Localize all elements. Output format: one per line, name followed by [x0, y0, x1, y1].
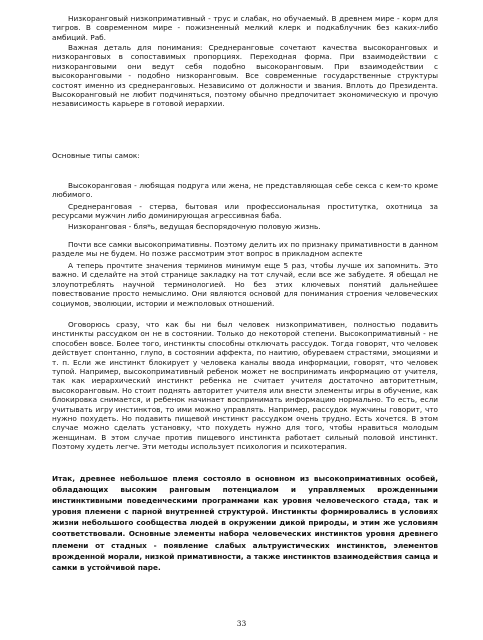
- paragraph-memorize-terms: [52, 261, 438, 308]
- paragraph-text: Почти все самки высокопримативны. Поэтому делить их по признаку примативности в данном разделе мы не будем. Но позже рассмотрим этот вопрос в прикладном аспекте: [52, 240, 438, 259]
- heading-text: Основные типы самок:: [52, 151, 140, 160]
- paragraph-text: А теперь прочтите значения терминов минимум еще 5 раз, чтобы лучше их запомнить. Это важно. И сделайте на этой странице закладку на тот случай, если все же забудете. Я обещал не злоупотреблять научной терминологией. Но без этих ключевых понятий дальнейшее повествование просто немыслимо. Они являются основой для понимания строения человеческих социумов, эволюции, истории и межполовых отношений.: [52, 261, 438, 308]
- paragraph-text: Высокоранговая - любящая подруга или жена, не представляющая себе секса с кем-то кроме любимого.: [52, 181, 438, 200]
- paragraph-text: Низкоранговая - бля*ь, ведущая беспорядочную половую жизнь.: [68, 222, 321, 231]
- page-number: 33: [236, 619, 247, 628]
- paragraph-text: Среднеранговая - стерва, бытовая или профессиональная проститутка, охотница за ресурсами мужчин либо доминирующая агрессивная баба.: [52, 202, 438, 221]
- paragraph-text: Оговорюсь сразу, что как бы ни был человек низкопримативен, полностью подавить инстинкты рассудком он не в состоянии. Только до некоторой степени. Высокопримативный - не способен вовсе. Более того, инстинкты способны отключать рассудок. Тогда говорят, что человек действует спонтанно, глупо, в состоянии аффекта, по наитию, обуреваем страстями, эмоциями и т. п. Если же инстинкт блокирует у человека каналы ввода информации, говорят, что человек тупой. Например, высокопримативный ребенок может не воспринимать информацию от учителя, так как иерархический инстинкт ребенка не считает учителя достаточно авторитетным, высокоранговым. Но стоит поднять авторитет учителя или внести элементы игры в обучение, как блокировка снимается, и ребенок начинает воспринимать информацию нормально. То есть, если учитывать игру инстинктов, то ими можно управлять. Например, рассудок мужчины говорит, что нужно похудеть. Но подавить пищевой инстинкт рассудком очень трудно. Есть хочется. В этом случае можно сделать установку, что похудеть нужно для того, чтобы нравиться молодым женщинам. В этом случае против пищевого инстинкта работает сильный половой инстинкт. Поэтому худеть легче. Эти методы использует психология и психотерапия.: [52, 320, 438, 452]
- section-heading: [52, 151, 438, 160]
- paragraph-high-rank-female: [52, 181, 438, 200]
- paragraph-text: Итак, древнее небольшое племя состояло в основном из высокопримативных особей, обладающих высоким ранговым потенциалом и управляемых врожденными инстинктивными поведенческими программами как уровня человеческого стада, так и уровня племени с парной внутренней структурой. Инстинкты формировались в условиях жизни небольшого сообщества людей в окружении дикой природы, и этим же условиям соответствовали. Основные элементы набора человеческих инстинктов уровня древнего племени от стадных - появление слабых альтруистических инстинктов, элементов врожденной морали, низкой примативности, а также инстинктов взаимодействия самца и самки в устойчивой паре.: [52, 474, 438, 572]
- paragraph-summary-bold: [52, 473, 438, 573]
- paragraph-mid-rank-female: [52, 202, 438, 221]
- paragraph-low-rank-female: [52, 222, 438, 231]
- paragraph-low-rank-male: [52, 14, 438, 42]
- paragraph-text: Низкоранговый низкопримативный - трус и слабак, но обучаемый. В древнем мире - корм для тигров. В современном мире - пожизненный мелкий клерк и подкаблучник без каких-либо амбиций. Раб.: [52, 14, 438, 42]
- paragraph-mid-rank-note: [52, 43, 438, 109]
- paragraph-instincts-reason: [52, 320, 438, 452]
- paragraph-primativity-note: [52, 240, 438, 259]
- paragraph-text: Важная деталь для понимания: Среднеранговые сочетают качества высокоранговых и низкоранговых в сопоставимых пропорциях. Переходная форма. При взаимодействии с низкоранговыми они ведут себя подобно высокоранговым. При взаимодействии с высокоранговыми - подобно низкоранговым. Все современные государственные структуры состоят именно из среднеранговых. Независимо от должности и звания. Вплоть до Президента. Высокоранговый не любит подчиняться, поэтому обычно предпочитает экономическую и прочую независимость карьере в готовой иерархии.: [52, 43, 438, 109]
